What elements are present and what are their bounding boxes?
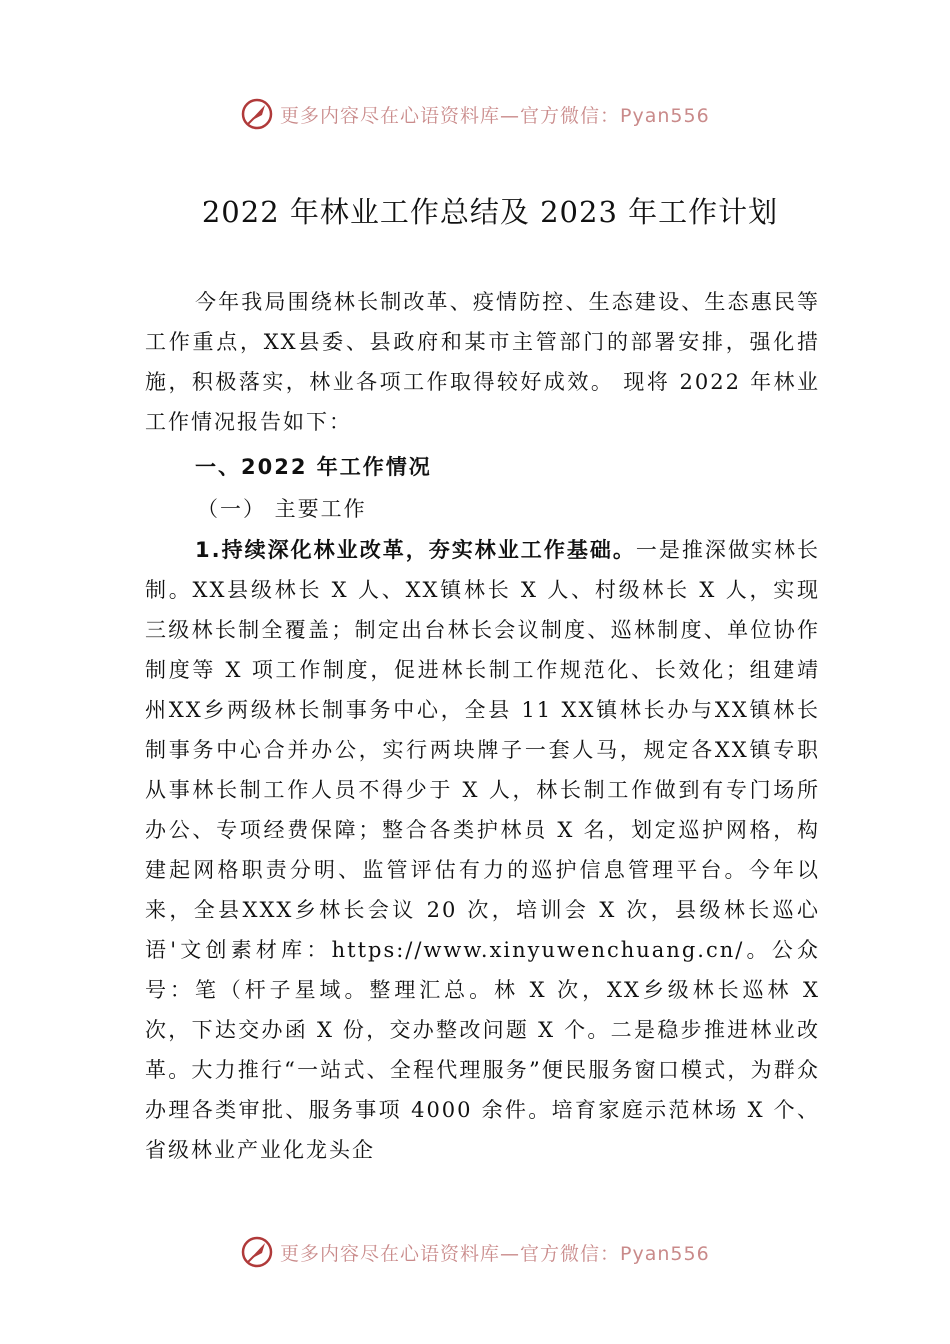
header-banner (240, 94, 710, 134)
quill-pen-seal-icon (240, 1235, 274, 1269)
document-title: 2022 年林业工作总结及 2023 年工作计划 (201, 195, 779, 229)
item1-body: 一是推深做实林长制。XX县级林长 X 人、XX镇林长 X 人、村级林长 X 人，实现三级林长制全覆盖；制定出台林长会议制度、巡林制度、单位协作制度等 X 项工作制度，促进林长制工作规范化、长效化；组建靖州XX乡两级林长制事务中心，全县 11 XX镇林长办与XX镇林长制事务中心合并办公，实行两块牌子一套人马，规定各XX镇专职从事林长制工作人员不得少于 X 人，林长制工作做到有专门场所办公、专项经费保障；整合各类护林员 X 名，划定巡护网格，构建起网格职责分明、监管评估有力的巡护信息管理平台。今年以来，全县XXX乡林长会议 20 次，培训会 X 次，县级林长巡心语'文创素材库：https://www.xinyuwenchuang.cn/。公众号：笔（杆子星域。整理汇总。林 X 次，XX乡级林长巡林 X 次，下达交办函 X 份，交办整改问题 X 个。二是稳步推进林业改革。大力推行“一站式、全程代理服务”便民服务窗口模式，为群众办理各类审批、服务事项 4000 余件。培育家庭示范林场 X 个、省级林业产业化龙头企 (145, 538, 820, 1162)
item1-lead: 1.持续深化林业改革，夯实林业工作基础。 (195, 538, 636, 562)
quill-pen-seal-icon (240, 97, 274, 131)
intro-paragraph: 今年我局围绕林长制改革、疫情防控、生态建设、生态惠民等工作重点，XX县委、县政府和某市主管部门的部署安排，强化措施，积极落实，林业各项工作取得较好成效。 现将 2022 年林业工作情况报告如下： (145, 290, 820, 434)
footer-banner (240, 1232, 710, 1272)
item1-paragraph (145, 530, 820, 1170)
section-heading: 一、2022 年工作情况 (195, 455, 432, 479)
banner-text: 更多内容尽在心语资料库—官方微信：Pyan556 (280, 104, 710, 127)
document-body (145, 282, 820, 1170)
banner-text: 更多内容尽在心语资料库—官方微信：Pyan556 (280, 1242, 710, 1265)
subsection-heading: （一） 主要工作 (197, 497, 367, 521)
